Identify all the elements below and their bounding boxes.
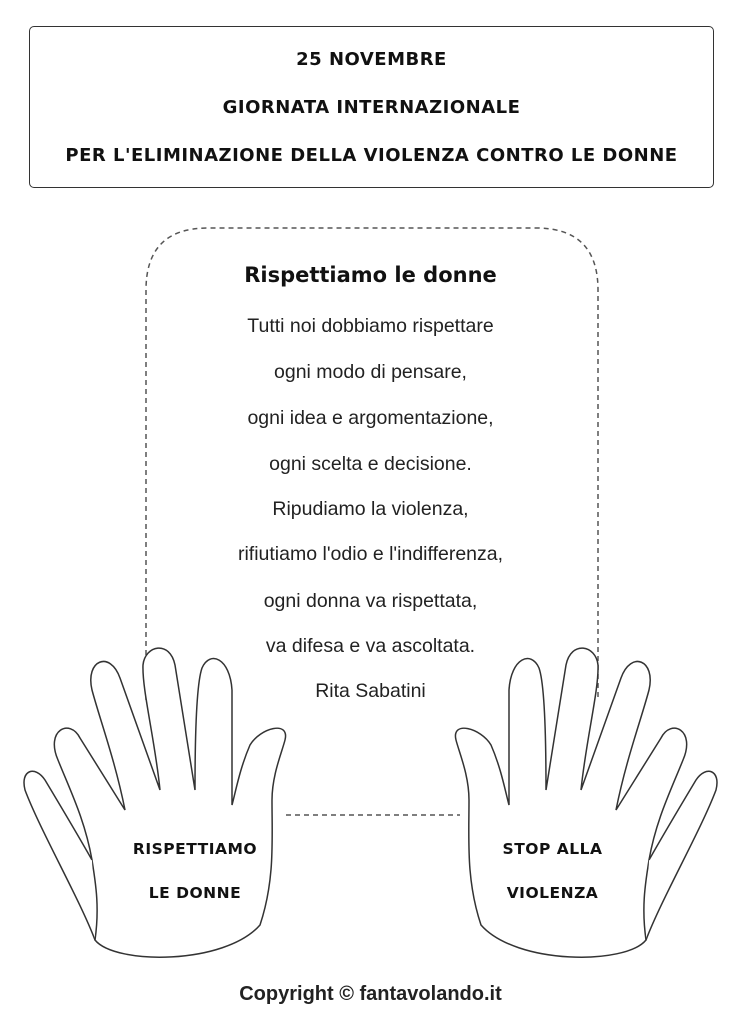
poem-line: va difesa e va ascoltata. xyxy=(265,635,476,657)
poem-line: ogni modo di pensare, xyxy=(274,361,467,383)
poem-author: Rita Sabatini xyxy=(315,680,426,702)
poem-line: Tutti noi dobbiamo rispettare xyxy=(247,315,494,337)
left-hand-label-line1: RISPETTIAMO xyxy=(132,840,258,858)
poem-line: ogni scelta e decisione. xyxy=(269,453,472,475)
poem-line: ogni donna va rispettata, xyxy=(263,590,478,612)
header-event-purpose: PER L'ELIMINAZIONE DELLA VIOLENZA CONTRO LE DONNE xyxy=(65,145,678,166)
poem-title: Rispettiamo le donne xyxy=(244,263,497,287)
copyright-notice: Copyright © fantavolando.it xyxy=(239,983,502,1005)
header-event-name: GIORNATA INTERNAZIONALE xyxy=(222,97,521,118)
poem-line: Ripudiamo la violenza, xyxy=(272,498,469,520)
poem-line: rifiutiamo l'odio e l'indifferenza, xyxy=(237,543,504,565)
right-hand-label-line1: STOP ALLA xyxy=(502,840,603,858)
header-date: 25 NOVEMBRE xyxy=(296,49,447,70)
right-hand-label-line2: VIOLENZA xyxy=(506,884,599,902)
poem-line: ogni idea e argomentazione, xyxy=(247,407,494,429)
left-hand-label-line2: LE DONNE xyxy=(148,884,242,902)
